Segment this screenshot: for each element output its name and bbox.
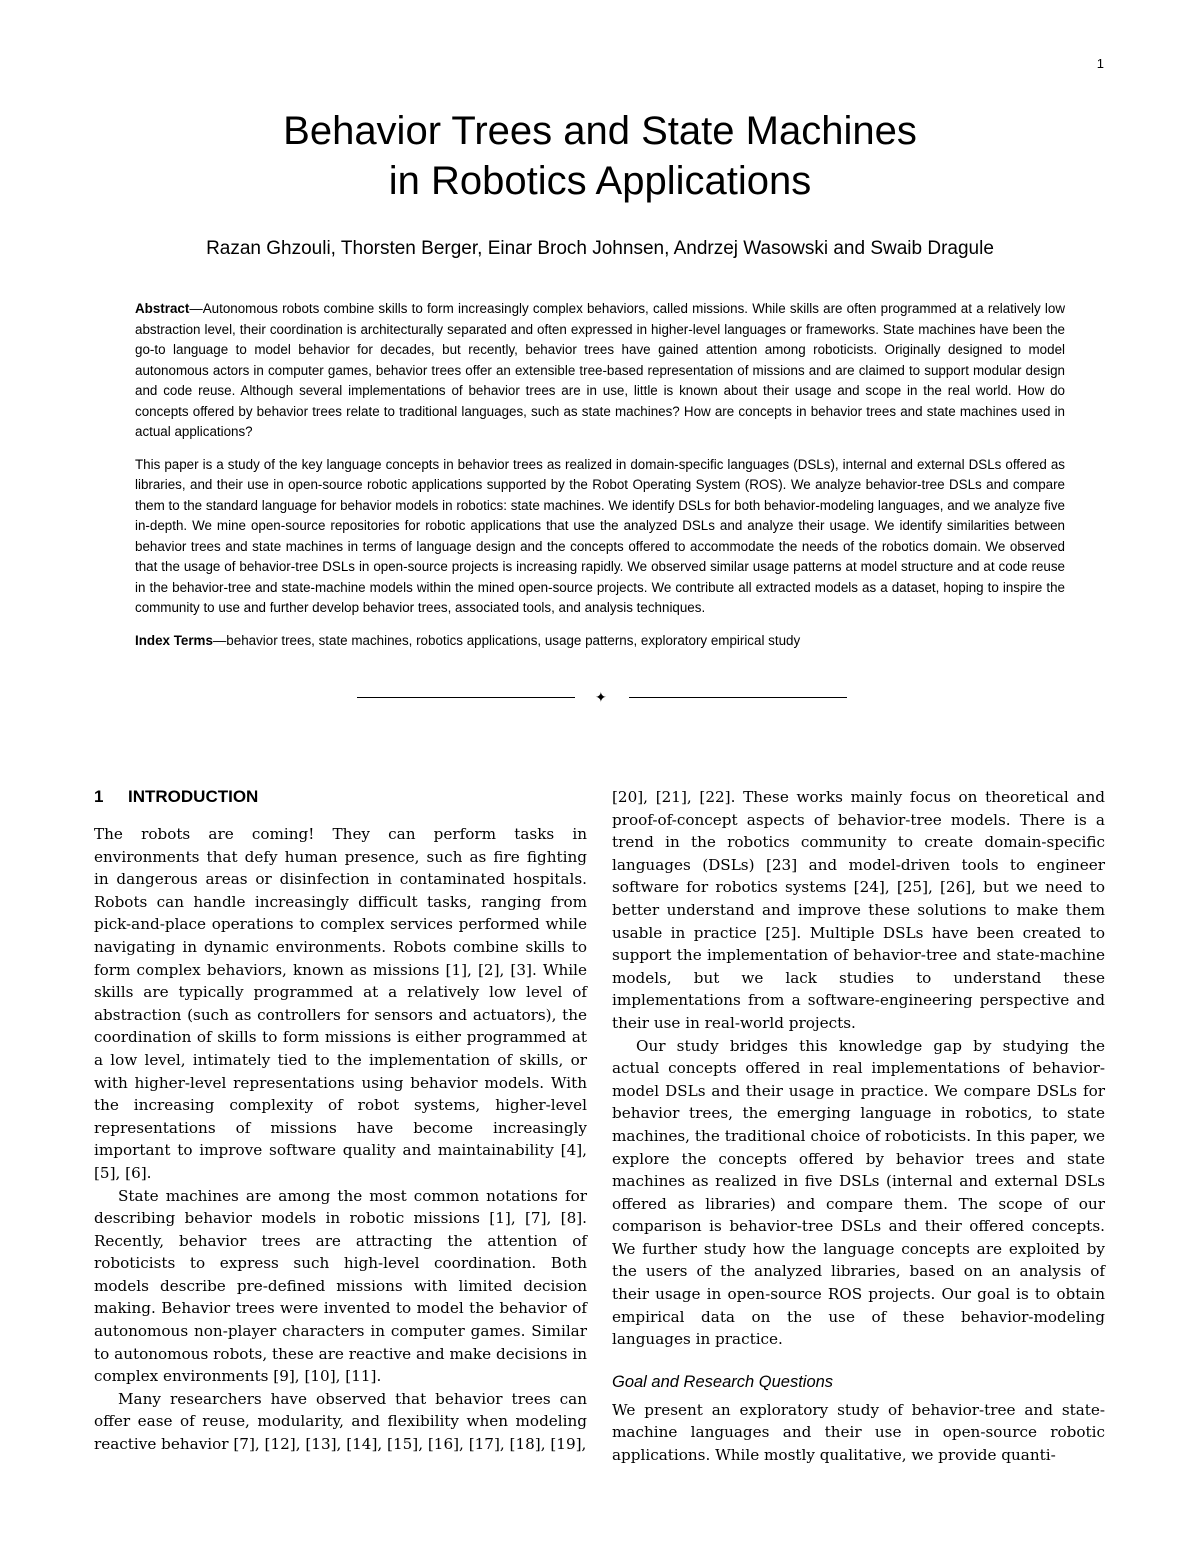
page-number: 1 bbox=[1096, 56, 1104, 71]
abstract-label: Abstract bbox=[135, 301, 190, 316]
intro-paragraph-1: The robots are coming! They can perform tasks in environments that defy human presence, such as fire fighting in dangerous areas or disinfection in contaminated hospitals. Robots can handle increasingly difficult tasks, ranging from pick-and-place operations to complex services performed while navigating in dynamic environments. Robots combine skills to form complex behaviors, known as missions [1], [2], [3]. While skills are typically programmed at a relatively low level of abstraction (such as controllers for sensors and actuators), the coordination of skills to form missions is either programmed at a low level, intimately tied to the implementation of skills, or with higher-level representations using behavior models. With the increasing complexity of robot systems, higher-level representations of missions have become increasingly important to improve software quality and maintainability [4], [5], [6]. bbox=[94, 825, 587, 1182]
abstract-paragraph-1 bbox=[135, 299, 1065, 443]
section-title: INTRODUCTION bbox=[128, 787, 259, 806]
separator-line-left bbox=[357, 697, 575, 698]
intro-paragraph-3-continued: [20], [21], [22]. These works mainly focus on theoretical and proof-of-concept aspects of behavior-tree models. There is a trend in the robotics community to create domain-specific languages (DSLs) [23] and model-driven tools to engineer software for robotics systems [24], [25], [26], but we need to better understand and improve these solutions to make them usable in practice [25]. Multiple DSLs have been created to support the implementation of behavior-tree and state-machine models, but we lack studies to understand these implementations from a software-engineering perspective and their use in real-world projects. bbox=[612, 788, 1105, 1032]
intro-paragraph-2: State machines are among the most common notations for describing behavior models in robotic missions [1], [7], [8]. Recently, behavior trees are attracting the attention of roboticists to express such high-level coordination. Both models describe pre-defined missions with limited decision making. Behavior trees were invented to model the behavior of autonomous non-player characters in computer games. Similar to autonomous robots, these are reactive and make decisions in complex environments [9], [10], [11]. bbox=[94, 1186, 587, 1386]
right-column bbox=[612, 786, 1105, 1467]
separator-line-right bbox=[629, 697, 847, 698]
abstract bbox=[135, 299, 1065, 663]
abstract-paragraph-2: This paper is a study of the key language concepts in behavior trees as realized in domain-specific languages (DSLs), internal and external DSLs offered as libraries, and their use in open-source robotic applications supported by the Robot Operating System (ROS). We analyze behavior-tree DSLs and compare them to the standard language for behavior models in robotics: state machines. We identify DSLs for both behavior-modeling languages, and we analyze five in-depth. We mine open-source repositories for robotic applications that use the analyzed DSLs and analyze their usage. We identify similarities between behavior trees and state machines in terms of language design and the concepts offered to accommodate the needs of the robotics domain. We observed that the usage of behavior-tree DSLs in open-source projects is increasing rapidly. We observed similar usage patterns at model structure and at code reuse in the behavior-tree and state-machine models within the mined open-source projects. We contribute all extracted models as a dataset, hoping to inspire the community to use and further develop behavior trees, associated tools, and analysis techniques. bbox=[135, 456, 1065, 615]
section-separator bbox=[357, 690, 847, 706]
section-number: 1 bbox=[94, 787, 104, 806]
intro-paragraph-5: We present an exploratory study of behavior-tree and state-machine languages and their use in open-source robotic applications. While mostly qualitative, we provide quanti- bbox=[612, 1400, 1105, 1465]
title-line-2: in Robotics Applications bbox=[388, 159, 812, 203]
index-terms bbox=[135, 631, 1065, 652]
index-terms-label: Index Terms bbox=[135, 632, 213, 648]
index-terms-text: —behavior trees, state machines, robotics applications, usage patterns, exploratory empirical study bbox=[212, 632, 801, 648]
section-heading-introduction bbox=[94, 786, 587, 808]
intro-paragraph-3: Many researchers have observed that behavior trees can offer ease of reuse, modularity, and flexibility when modeling reactive behavior [7], [12], [13], [14], [15], [16], [17], [18], [19], bbox=[94, 1389, 587, 1454]
title-line-1: Behavior Trees and State Machines bbox=[283, 109, 917, 153]
abstract-text: —Autonomous robots combine skills to form increasingly complex behaviors, called missions. While skills are often programmed at a relatively low abstraction level, their coordination is architecturally separated and often expressed in higher-level languages or frameworks. State machines have been the go-to language to model behavior for decades, but recently, behavior trees have gained attention among roboticists. Originally designed to model autonomous actors in computer games, behavior trees offer an extensible tree-based representation of missions and are claimed to support modular design and code reuse. Although several implementations of behavior trees are in use, little is known about their usage and scope in the real world. How do concepts offered by behavior trees relate to traditional languages, such as state machines? How are concepts in behavior trees and state machines used in actual applications? bbox=[135, 301, 1065, 439]
left-column bbox=[94, 786, 587, 1456]
author-list: Razan Ghzouli, Thorsten Berger, Einar Broch Johnsen, Andrzej Wasowski and Swaib Dragule bbox=[206, 238, 994, 259]
subsection-heading-goal: Goal and Research Questions bbox=[612, 1372, 834, 1391]
intro-paragraph-4: Our study bridges this knowledge gap by studying the actual concepts offered in real implementations of behavior-model DSLs and their usage in practice. We compare DSLs for behavior trees, the emerging language in robotics, to state machines, the traditional choice of roboticists. In this paper, we explore the concepts offered by behavior trees and state machines as realized in five DSLs (internal and external DSLs offered as libraries) and compare them. The scope of our comparison is behavior-tree DSLs and their offered concepts. We further study how the language concepts are exploited by the users of the analyzed libraries, based on an analysis of their usage in open-source ROS projects. Our goal is to obtain empirical data on the use of these behavior-modeling languages in practice. bbox=[612, 1036, 1105, 1349]
paper-title bbox=[0, 106, 1200, 206]
diamond-icon: ✦ bbox=[595, 690, 607, 706]
